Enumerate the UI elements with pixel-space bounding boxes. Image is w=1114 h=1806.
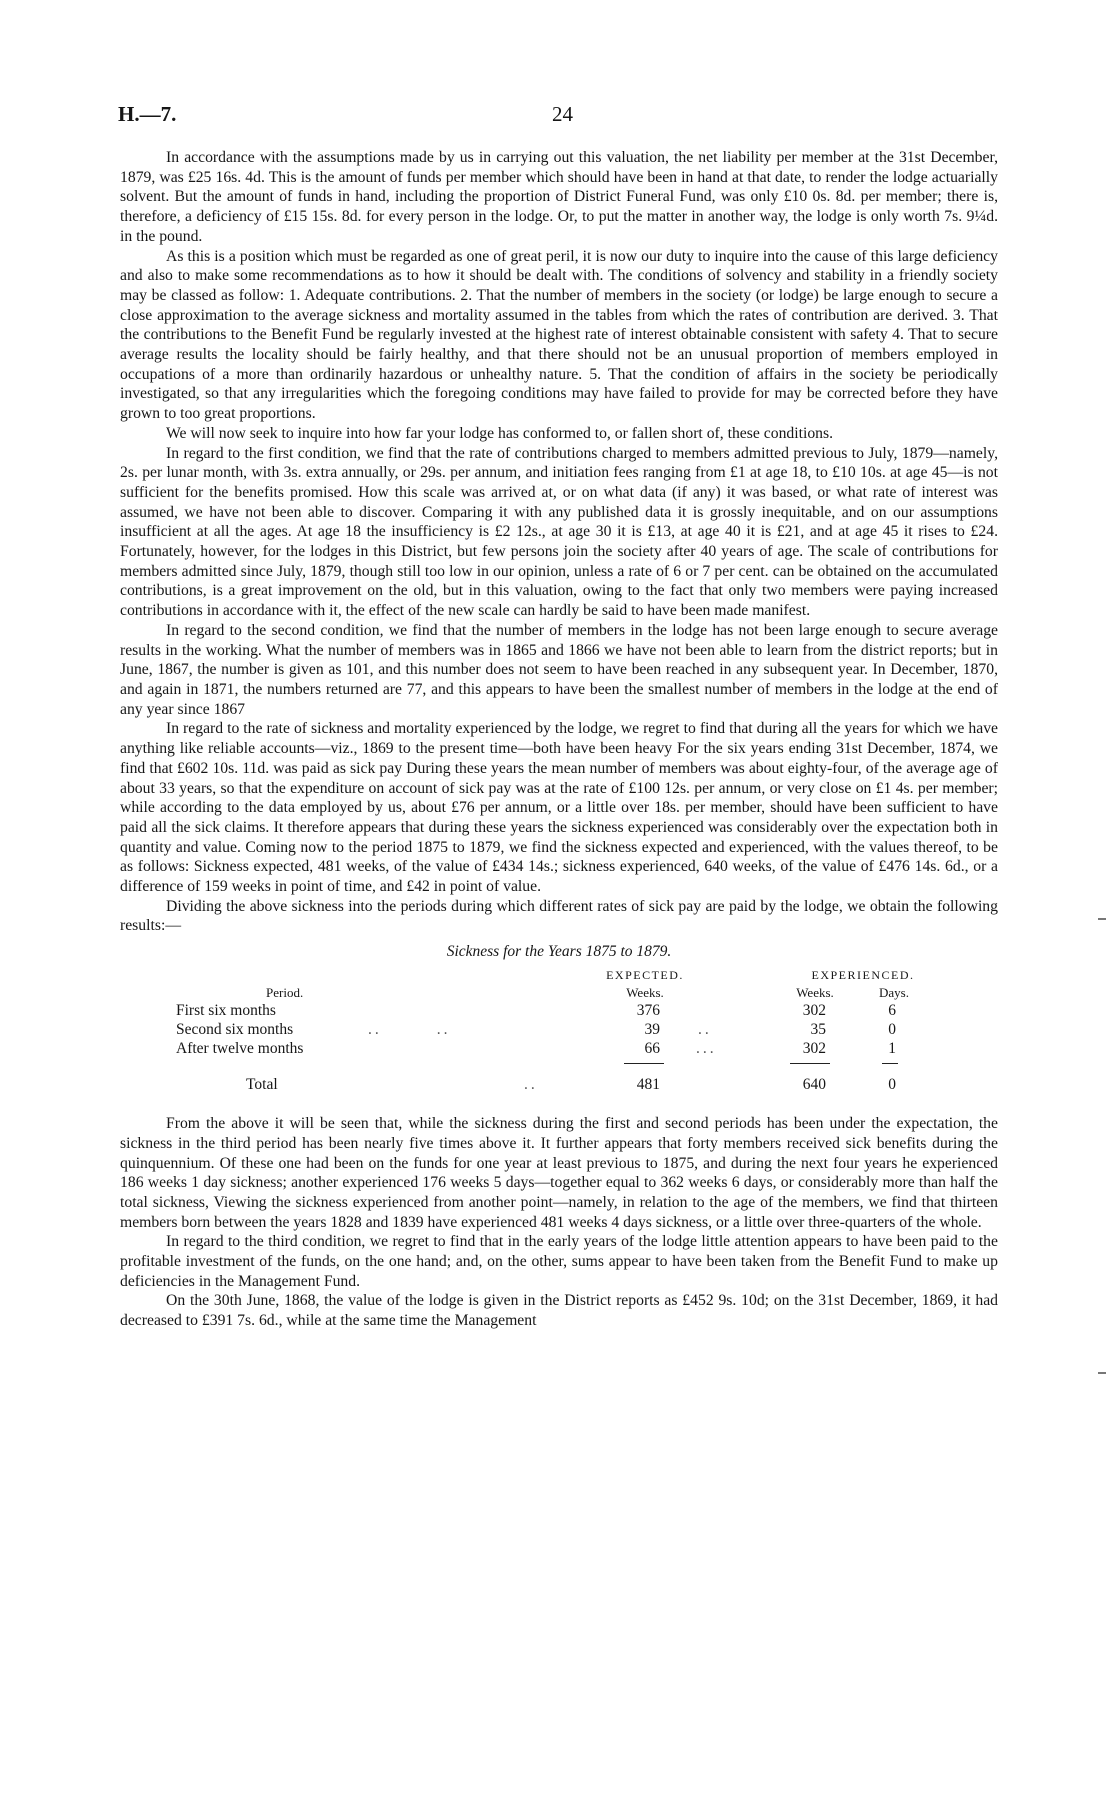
column-header-experienced-weeks: Weeks. bbox=[796, 985, 834, 1001]
total-experienced-weeks: 640 bbox=[802, 1076, 826, 1094]
column-header-expected-weeks: Weeks. bbox=[626, 985, 664, 1001]
row-days: 1 bbox=[888, 1040, 896, 1058]
table-caption: Sickness for the Years 1875 to 1879. bbox=[446, 943, 672, 961]
paragraph: In regard to the rate of sickness and mortality experienced by the lodge, we regret to find that during all the years for which we have anything like reliable accounts—viz., 1869 to the present time—both have been heavy For the six years ending 31st December, 1874, we find that £602 10s. 11d. was paid as sick pay During these years the mean number of members was about eighty-four, of the average age of about 33 years, so that the expenditure on account of sick pay was at the rate of £100 12s. per annum, or very close on £1 4s. per member; while according to the data employed by us, about £76 per annum, or a little over 18s. per member, should have been sufficient to have paid all the sick claims. It therefore appears that during these years the sickness experienced was considerably over the expectation both in quantity and value. Coming now to the period 1875 to 1879, we find the sickness expected and experienced, with the values thereof, to be as follows: Sickness expected, 481 weeks, of the value of £434 14s.; sickness experienced, 640 weeks, of the value of £476 14s. 6d., or a difference of 159 weeks in point of time, and £42 in point of value. bbox=[120, 720, 998, 896]
document-body bbox=[120, 148, 998, 1331]
paragraph: We will now seek to inquire into how far your lodge has conformed to, or fallen short of, these conditions. bbox=[166, 424, 834, 442]
dot-leader: .. bbox=[524, 1076, 538, 1094]
total-rule bbox=[882, 1063, 898, 1064]
row-days: 6 bbox=[888, 1002, 896, 1020]
dot-leader: ... bbox=[696, 1040, 717, 1058]
total-expected-weeks: 481 bbox=[636, 1076, 660, 1094]
total-rule bbox=[624, 1063, 664, 1064]
row-period: Second six months bbox=[176, 1021, 294, 1039]
document-reference: H.—7. bbox=[118, 102, 177, 126]
paragraph: As this is a position which must be regarded as one of great peril, it is now our duty to inquire into the cause of this large deficiency and also to make some recommendations as to how it should be dealt with. The conditions of solvency and stability in a friendly society may be classed as follow: 1. Adequate contributions. 2. That the number of members in the society (or lodge) be large enough to secure a close approximation to the average sickness and mortality assumed in the tables from which the rates of contribution are derived. 3. That the contributions to the Benefit Fund be regularly invested at the highest rate of interest obtainable consistent with safety 4. That to secure average results the locality should be fairly healthy, and that there should not be an unusual proportion of members employed in occupations of a more than ordinarily hazardous or unhealthy nature. 5. That the condition of affairs in the society be periodically investigated, so that any irregularities which the foregoing conditions may have failed to provide for may be corrected before they have grown to too great proportions. bbox=[120, 247, 998, 423]
page-header bbox=[118, 102, 998, 132]
row-expected-weeks: 66 bbox=[644, 1040, 660, 1058]
scan-mark bbox=[1098, 1372, 1106, 1374]
paragraph: From the above it will be seen that, while the sickness during the first and second periods has been under the expectation, the sickness in the third period has been nearly five times above it. It further appears that forty members received sick benefits during the quinquennium. Of these one had been on the funds for one year at least previous to 1875, and during the next four years he experienced 186 weeks 1 day sickness; another experienced 176 weeks 5 days—together equal to 362 weeks 6 days, or considerably more than half the total sickness, Viewing the sickness experienced from another point—namely, in relation to the age of the members, we find that thirteen members born between the years 1828 and 1839 have experienced 481 weeks 4 days sickness, or a little over three-quarters of the whole. bbox=[120, 1115, 998, 1231]
paragraph: In regard to the second condition, we find that the number of members in the lodge has not been large enough to secure average results in the working. What the number of members was in 1865 and 1866 we have not been able to learn from the district reports; but in June, 1867, the number is given as 101, and this number does not seem to have been reached in any subsequent year. In December, 1870, and again in 1871, the numbers returned are 77, and this appears to have been the smallest number of members in the lodge at the end of any year since 1867 bbox=[120, 621, 998, 718]
paragraph: In accordance with the assumptions made by us in carrying out this valuation, the net liability per member at the 31st December, 1879, was £25 16s. 4d. This is the amount of funds per member which should have been in hand at that date, to render the lodge actuarially solvent. But the amount of funds in hand, including the proportion of District Funeral Fund, was only £10 0s. 8d. per member; there is, therefore, a deficiency of £15 15s. 8d. for every person in the lodge. Or, to put the matter in another way, the lodge is only worth 7s. 9¼d. in the pound. bbox=[120, 149, 998, 245]
column-header-period: Period. bbox=[266, 985, 304, 1001]
total-days: 0 bbox=[888, 1076, 896, 1094]
row-days: 0 bbox=[888, 1021, 896, 1039]
row-period: First six months bbox=[176, 1002, 276, 1020]
paragraph: Dividing the above sickness into the periods during which different rates of sick pay are paid by the lodge, we obtain the following results:— bbox=[120, 897, 998, 935]
sickness-table bbox=[120, 942, 998, 1110]
column-header-days: Days. bbox=[879, 985, 909, 1001]
row-period: After twelve months bbox=[176, 1040, 304, 1058]
row-expected-weeks: 376 bbox=[636, 1002, 660, 1020]
paragraph: In regard to the first condition, we find that the rate of contributions charged to members admitted previous to July, 1879—namely, 2s. per lunar month, with 3s. extra annually, or 29s. per annum, and initiation fees ranging from £1 at age 18, to £10 10s. at age 45—is not sufficient for the benefits promised. How this scale was arrived at, or on what data (if any) it was based, or what rate of interest was assumed, we have not been able to discover. Comparing it with any published data it is grossly inequitable, and on our assumptions insufficient at all the ages. At age 18 the insufficiency is £2 12s., at age 30 it is £13, at age 40 it is £21, and at age 45 it rises to £24. Fortunately, however, for the lodges in this District, but few persons join the society after 40 years of age. The scale of contributions for members admitted since July, 1879, though still too low in our opinion, unless a rate of 6 or 7 per cent. can be obtained on the accumulated contributions, is a great improvement on the old, but in this valuation, owing to the fact that only two members were paying increased contributions in accordance with it, the effect of the new scale can hardly be said to have been made manifest. bbox=[120, 444, 998, 620]
scan-mark bbox=[1098, 918, 1106, 920]
row-expected-weeks: 39 bbox=[644, 1021, 660, 1039]
row-experienced-weeks: 302 bbox=[802, 1002, 826, 1020]
row-experienced-weeks: 302 bbox=[802, 1040, 826, 1058]
total-rule bbox=[790, 1063, 830, 1064]
total-label: Total bbox=[246, 1076, 278, 1094]
paragraph: On the 30th June, 1868, the value of the lodge is given in the District reports as £452 9s. 10d; on the 31st December, 1869, it had decreased to £391 7s. 6d., while at the same time the Management bbox=[120, 1292, 998, 1330]
paragraph: In regard to the third condition, we regret to find that in the early years of the lodge little attention appears to have been paid to the profitable investment of the funds, on the one hand; and, on the other, sums appear to have been taken from the Benefit Fund to make up deficiencies in the Management Fund. bbox=[120, 1233, 998, 1290]
row-experienced-weeks: 35 bbox=[810, 1021, 826, 1039]
group-header-expected: EXPECTED. bbox=[606, 968, 684, 983]
group-header-experienced: EXPERIENCED. bbox=[811, 968, 915, 983]
dot-leader: .. .. bbox=[368, 1021, 451, 1039]
page-number: 24 bbox=[552, 102, 573, 126]
dot-leader: .. bbox=[698, 1021, 712, 1039]
